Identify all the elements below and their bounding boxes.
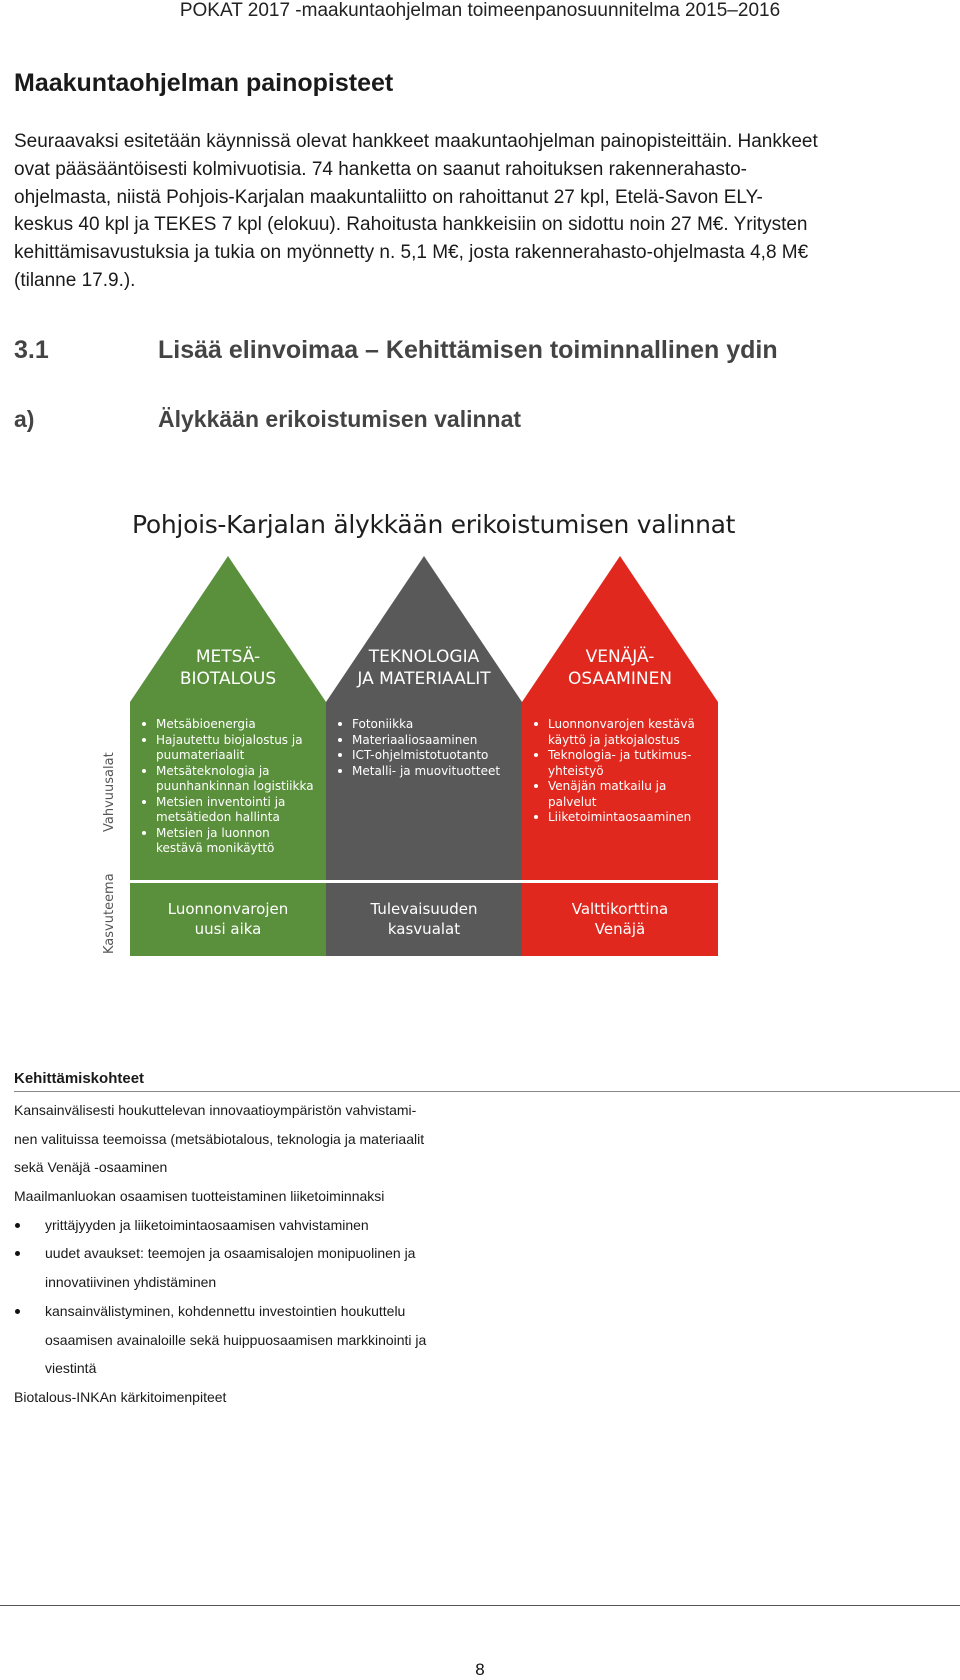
intro-line: ovat pääsääntöisesti kolmivuotisia. 74 hanketta on saanut rahoituksen rakennerahasto- bbox=[14, 158, 748, 180]
pillar-item: Fotoniikka bbox=[352, 717, 516, 733]
kehittamiskohteet-list bbox=[14, 1096, 484, 1412]
side-label-kasvuteema: Kasvuteema bbox=[102, 873, 117, 954]
pillar-theme-line: Valttikorttina bbox=[571, 900, 669, 918]
side-label-vahvuusalat: Vahvuusalat bbox=[102, 752, 117, 832]
pillar-theme-line: uusi aika bbox=[194, 920, 262, 938]
bullet-icon bbox=[15, 1223, 20, 1228]
pillar-theme-line: Tulevaisuuden bbox=[370, 900, 478, 918]
pillar-item: Metalli- ja muovituotteet bbox=[352, 764, 516, 780]
kk-line: nen valituissa teemoissa (metsäbiotalous, teknologia ja materiaalit bbox=[14, 1130, 425, 1147]
intro-line: Seuraavaksi esitetään käynnissä olevat hankkeet maakuntaohjelman painopisteittäin. Hankkeet bbox=[14, 131, 818, 152]
kk-continuation bbox=[14, 1268, 484, 1297]
pillar-heading-line: VENÄJÄ- bbox=[585, 647, 655, 667]
pillar-item: Materiaaliosaaminen bbox=[352, 733, 516, 749]
pillar-item: Metsäteknologia ja puunhankinnan logistiikka bbox=[156, 764, 320, 795]
kk-bullet-text: uudet avaukset: teemojen ja osaamisalojen monipuolinen ja bbox=[45, 1245, 416, 1262]
kk-bullet-item bbox=[14, 1211, 484, 1240]
bullet-icon bbox=[15, 1251, 20, 1256]
kk-bullet-text: innovatiivinen yhdistäminen bbox=[45, 1274, 217, 1291]
intro-line: kehittämisavustuksia ja tukia on myönnetty n. 5,1 M€, josta rakennerahasto-ohjelmasta 4,8 M€ bbox=[14, 242, 809, 264]
pillar-heading-line: TEKNOLOGIA bbox=[368, 647, 480, 667]
subsection-number: 3.1 bbox=[14, 336, 49, 364]
pillar-theme-line: kasvualat bbox=[387, 920, 461, 938]
pillar-heading-line: JA MATERIAALIT bbox=[357, 669, 491, 689]
pillar-item: Venäjän matkailu ja palvelut bbox=[548, 779, 712, 810]
smart-specialisation-figure bbox=[96, 502, 736, 962]
kk-bullet-text: kansainvälistyminen, kohdennettu investointien houkuttelu bbox=[45, 1302, 406, 1319]
kk-bullet-text: osaamisen avainaloille sekä huippuosaamisen markkinointi ja bbox=[45, 1331, 427, 1348]
kk-line: Kansainvälisesti houkuttelevan innovaatioympäristön vahvistami- bbox=[14, 1102, 417, 1118]
pillar-theme-line: Luonnonvarojen bbox=[167, 900, 289, 918]
pillar-body-teknologia bbox=[326, 702, 522, 880]
pillar-heading-line: BIOTALOUS bbox=[179, 669, 277, 689]
pillar-item: ICT-ohjelmistotuotanto bbox=[352, 748, 516, 764]
pillar-heading-line: METSÄ- bbox=[195, 647, 261, 667]
kk-continuation bbox=[14, 1354, 484, 1383]
page-number: 8 bbox=[475, 1660, 485, 1679]
pillar-triangle-venaja bbox=[522, 556, 718, 702]
kk-bullet-text: viestintä bbox=[45, 1360, 97, 1377]
pillar-item: Metsäbioenergia bbox=[156, 717, 320, 733]
pillar-triangle-metsabiotalous bbox=[130, 556, 326, 702]
section-title: Maakuntaohjelman painopisteet bbox=[14, 69, 394, 97]
pillar-item: Teknologia- ja tutkimus-yhteistyö bbox=[548, 748, 712, 779]
pillar-item: Metsien inventointi ja metsätiedon hallinta bbox=[156, 795, 320, 826]
intro-line: (tilanne 17.9.). bbox=[14, 269, 136, 291]
pillar-theme-venaja bbox=[522, 883, 718, 956]
kehittamiskohteet-title: Kehittämiskohteet bbox=[14, 1070, 145, 1087]
bullet-icon bbox=[15, 1309, 20, 1314]
pillar-heading bbox=[326, 646, 522, 690]
footer-rule bbox=[0, 1605, 960, 1606]
pillar-item: Liiketoimintaosaaminen bbox=[548, 810, 712, 826]
kk-line: sekä Venäjä -osaaminen bbox=[14, 1159, 168, 1176]
pillar-item: Metsien ja luonnon kestävä monikäyttö bbox=[156, 826, 320, 857]
kk-continuation bbox=[14, 1326, 484, 1355]
subsection-title: Lisää elinvoimaa – Kehittämisen toiminnallinen ydin bbox=[158, 336, 778, 364]
intro-line: ohjelmasta, niistä Pohjois-Karjalan maakuntaliitto on rahoittanut 27 kpl, Etelä-Savon ELY- bbox=[14, 186, 763, 208]
subsubsection-title: Älykkään erikoistumisen valinnat bbox=[158, 406, 522, 432]
kehittamiskohteet-rule bbox=[14, 1091, 960, 1092]
pillar-triangle-teknologia bbox=[326, 556, 522, 702]
pillar-theme-metsabiotalous bbox=[130, 883, 326, 956]
pillar-item: Luonnonvarojen kestävä käyttö ja jatkojalostus bbox=[548, 717, 712, 748]
figure-title: Pohjois-Karjalan älykkään erikoistumisen valinnat bbox=[132, 510, 736, 539]
pillar-body-venaja bbox=[522, 702, 718, 880]
pillar-theme-line: Venäjä bbox=[594, 920, 646, 938]
kk-line: Biotalous-INKAn kärkitoimenpiteet bbox=[14, 1388, 227, 1405]
intro-line: keskus 40 kpl ja TEKES 7 kpl (elokuu). Rahoitusta hankkeisiin on sidottu noin 27 M€. Yritysten bbox=[14, 214, 808, 236]
pillar-heading bbox=[130, 646, 326, 690]
kk-bullet-item bbox=[14, 1239, 484, 1268]
pillar-body-metsabiotalous bbox=[130, 702, 326, 880]
pillar-heading-line: OSAAMINEN bbox=[567, 669, 673, 689]
pillar-item: Hajautettu biojalostus ja puumateriaalit bbox=[156, 733, 320, 764]
subsubsection-letter: a) bbox=[14, 406, 35, 432]
kk-line: Maailmanluokan osaamisen tuotteistaminen liiketoiminnaksi bbox=[14, 1188, 385, 1205]
kk-bullet-text: yrittäjyyden ja liiketoimintaosaamisen vahvistaminen bbox=[45, 1216, 369, 1233]
running-header: POKAT 2017 -maakuntaohjelman toimeenpanosuunnitelma 2015–2016 bbox=[179, 0, 781, 21]
intro-paragraph bbox=[14, 128, 950, 295]
pillar-heading bbox=[522, 646, 718, 690]
pillar-theme-teknologia bbox=[326, 883, 522, 956]
kk-bullet-item bbox=[14, 1297, 484, 1326]
